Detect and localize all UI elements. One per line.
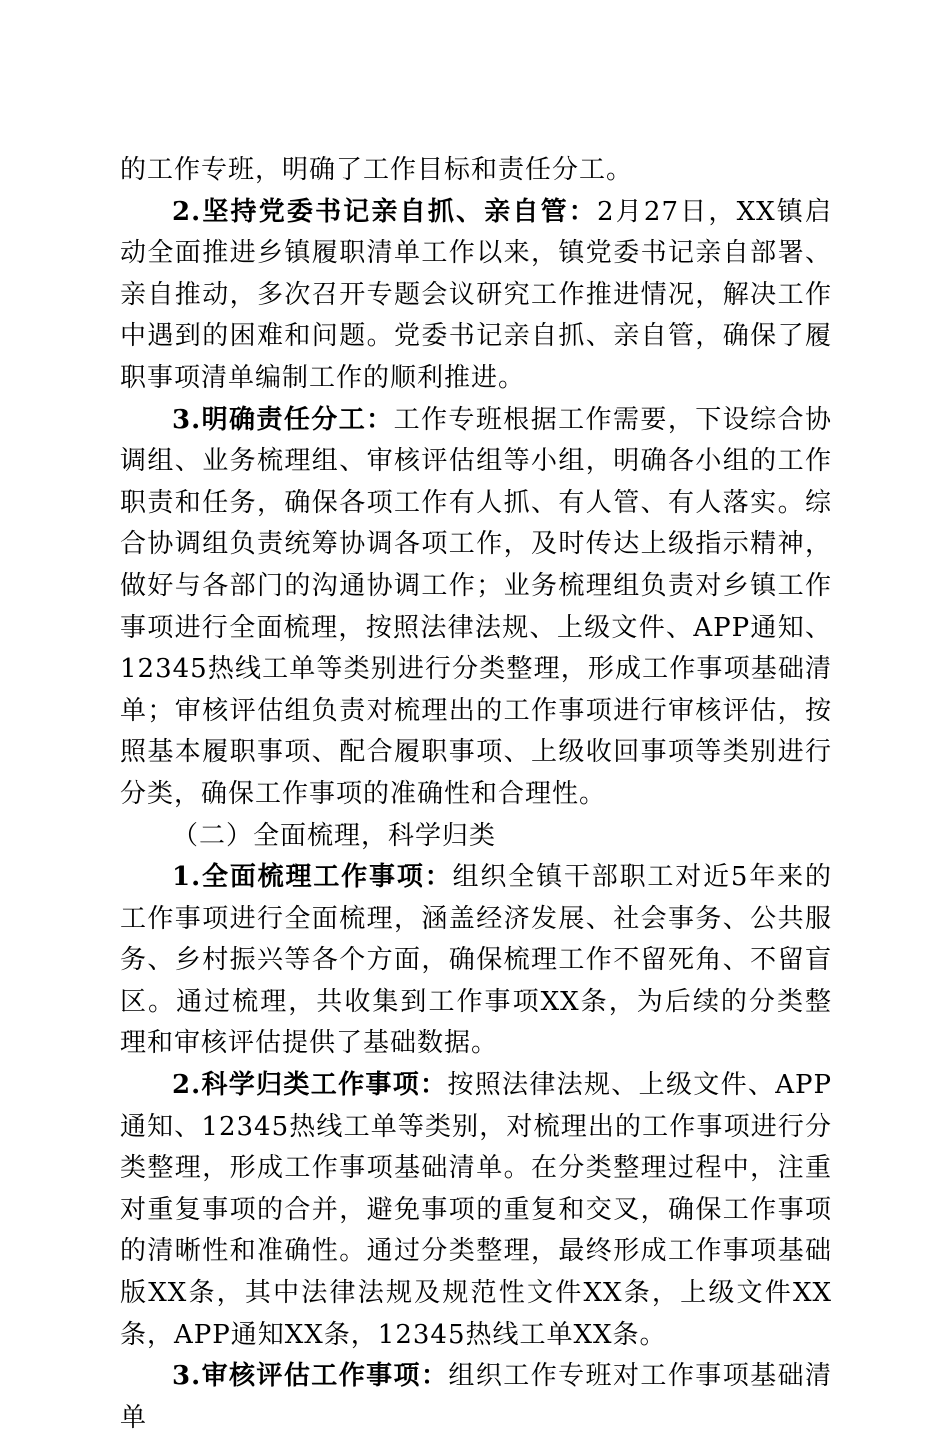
section-heading (120, 816, 832, 858)
section-heading-text: （二）全面梳理，科学归类 (172, 820, 497, 851)
paragraph-continuation (120, 150, 832, 192)
paragraph-lead: 3.明确责任分工： (172, 404, 394, 435)
document-page (120, 150, 832, 1439)
paragraph-text: 2月27日，XX镇启动全面推进乡镇履职清单工作以来，镇党委书记亲自部署、亲自推动，多次召开专题会议研究工作推进情况，解决工作中遇到的困难和问题。党委书记亲自抓、亲自管，确保了履职事项清单编制工作的顺利推进。 (120, 196, 832, 393)
paragraph-text: 组织全镇干部职工对近5年来的工作事项进行全面梳理，涵盖经济发展、社会事务、公共服务、乡村振兴等各个方面，确保梳理工作不留死角、不留盲区。通过梳理，共收集到工作事项XX条，为后续的分类整理和审核评估提供了基础数据。 (120, 862, 832, 1059)
paragraph-text: 组织工作专班对工作事项基础清单 (120, 1361, 832, 1433)
paragraph-party-secretary (120, 192, 832, 400)
paragraph-text: 按照法律法规、上级文件、APP通知、12345热线工单等类别，对梳理出的工作事项进行分类整理，形成工作事项基础清单。在分类整理过程中，注重对重复事项的合并，避免事项的重复和交叉，确保工作事项的清晰性和准确性。通过分类整理，最终形成工作事项基础版XX条，其中法律法规及规范性文件XX条，上级文件XX条，APP通知XX条，12345热线工单XX条。 (120, 1070, 833, 1350)
paragraph-lead: 2.科学归类工作事项： (172, 1070, 448, 1101)
paragraph-classification (120, 1065, 832, 1356)
paragraph-comprehensive-review (120, 857, 832, 1065)
paragraph-responsibility (120, 400, 832, 816)
paragraph-lead: 3.审核评估工作事项： (172, 1361, 449, 1392)
paragraph-text: 工作专班根据工作需要，下设综合协调组、业务梳理组、审核评估组等小组，明确各小组的工作职责和任务，确保各项工作有人抓、有人管、有人落实。综合协调组负责统筹协调各项工作，及时传达上级指示精神，做好与各部门的沟通协调工作；业务梳理组负责对乡镇工作事项进行全面梳理，按照法律法规、上级文件、APP通知、12345热线工单等类别进行分类整理，形成工作事项基础清单；审核评估组负责对梳理出的工作事项进行审核评估，按照基本履职事项、配合履职事项、上级收回事项等类别进行分类，确保工作事项的准确性和合理性。 (120, 404, 832, 809)
paragraph-text: 的工作专班，明确了工作目标和责任分工。 (120, 155, 634, 185)
paragraph-lead: 1.全面梳理工作事项： (172, 862, 453, 893)
paragraph-audit (120, 1356, 832, 1439)
paragraph-lead: 2.坚持党委书记亲自抓、亲自管： (172, 196, 597, 227)
